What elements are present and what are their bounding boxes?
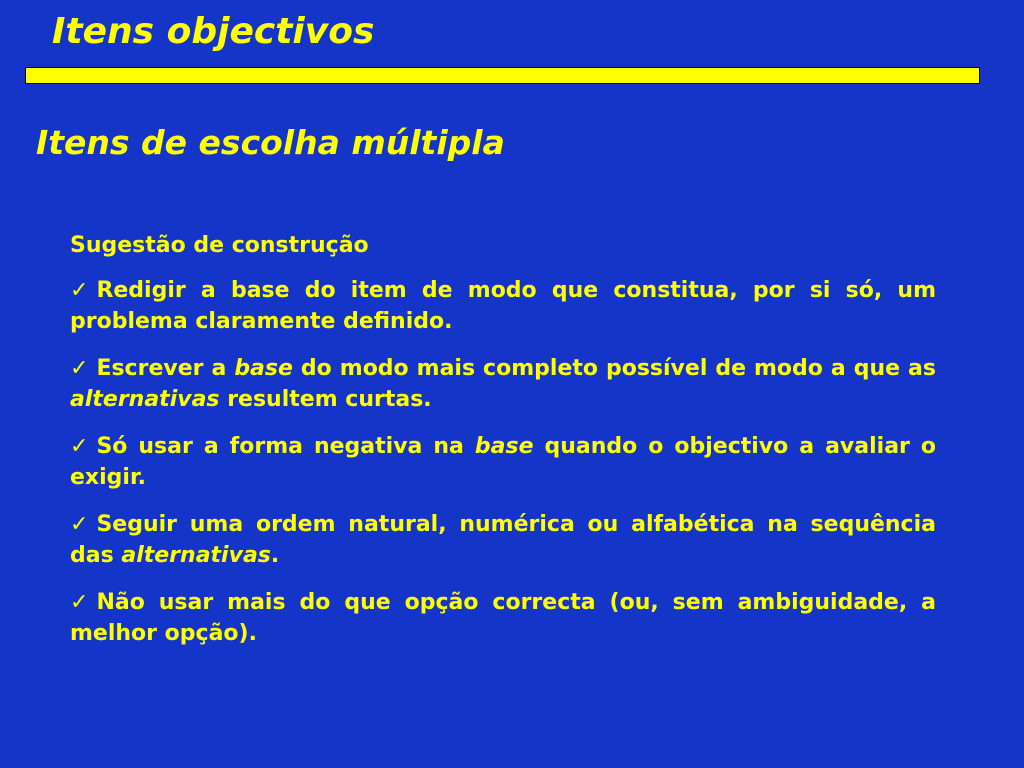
check-icon: ✓ [70,590,89,615]
item-text: Seguir uma ordem natural, numérica ou alfabética na sequência das [70,512,936,568]
list-item [70,353,936,415]
item-emphasis: alternativas [70,387,220,412]
slide-subtitle: Itens de escolha múltipla [36,123,505,162]
item-emphasis: base [474,434,534,459]
item-text: Escrever a [96,356,235,381]
list-item [70,431,936,493]
item-text: Não usar mais do que opção correcta (ou, sem ambiguidade, a melhor opção). [70,590,936,646]
check-icon: ✓ [70,356,89,381]
item-text: do modo mais completo possível de modo a que as [292,356,936,381]
list-item [70,275,936,337]
check-icon: ✓ [70,278,89,303]
item-text: Redigir a base do item de modo que constitua, por si só, um problema claramente definido. [70,278,936,334]
section-heading: Sugestão de construção [70,233,369,258]
slide-title: Itens objectivos [52,11,375,52]
check-icon: ✓ [70,434,89,459]
list-item [70,509,936,571]
content-area [70,230,936,665]
item-text: Só usar a forma negativa na [96,434,475,459]
item-emphasis: alternativas [121,543,271,568]
list-item [70,587,936,649]
item-text: quando o objectivo a avaliar o exigir. [70,434,936,490]
title-divider-bar [25,67,980,84]
item-emphasis: base [234,356,293,381]
item-text: . [270,543,280,568]
item-text: resultem curtas. [219,387,432,412]
check-icon: ✓ [70,512,89,537]
